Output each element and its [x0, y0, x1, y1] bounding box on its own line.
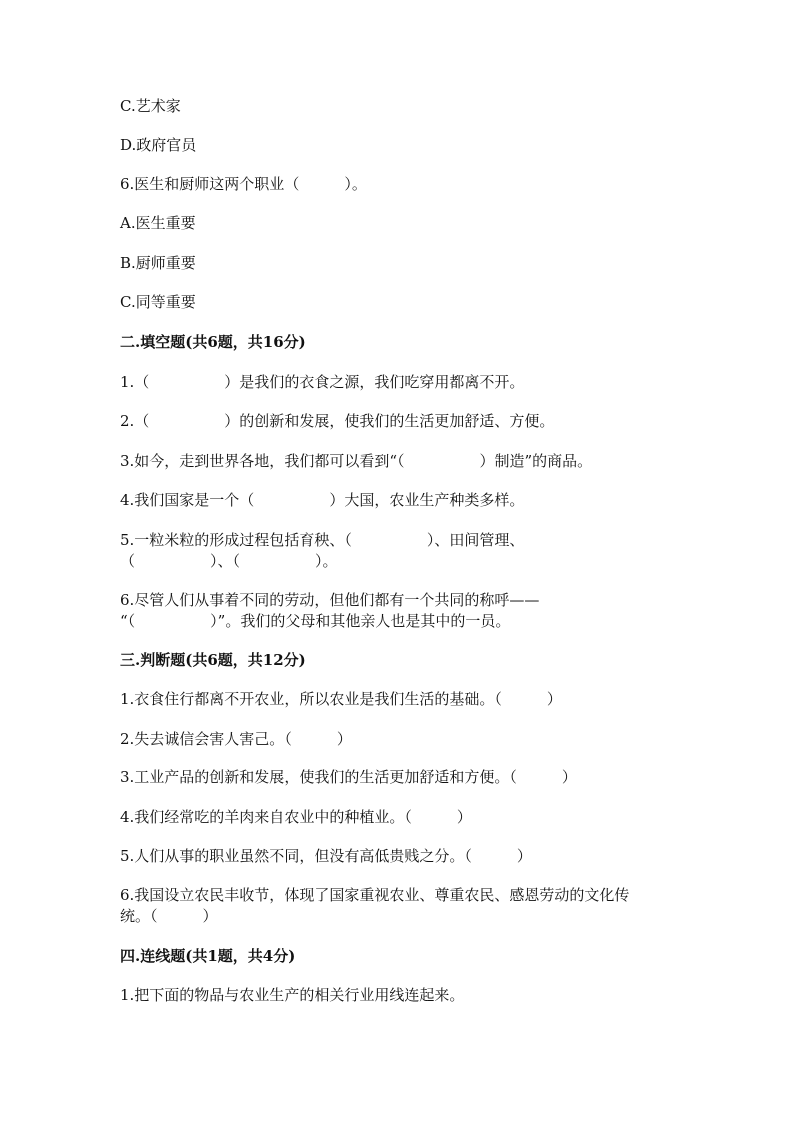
- fill-question-5-line2: （ ）、（ ）。: [120, 552, 338, 570]
- judge-question-6-line1: 6.我国设立农民丰收节，体现了国家重视农业、尊重农民、感恩劳动的文化传: [120, 886, 630, 904]
- option-d-official: D.政府官员: [120, 136, 197, 154]
- judge-question-3: 3.工业产品的创新和发展，使我们的生活更加舒适和方便。（ ）: [120, 768, 577, 786]
- option-c-artist: C.艺术家: [120, 97, 181, 115]
- question-6-doctor-chef: 6.医生和厨师这两个职业（ ）。: [120, 175, 367, 193]
- section-heading-fill: 二.填空题(共6题，共16分): [120, 333, 306, 351]
- fill-question-6-line1: 6.尽管人们从事着不同的劳动，但他们都有一个共同的称呼——: [120, 591, 540, 609]
- option-c-equal: C.同等重要: [120, 293, 196, 311]
- fill-question-5-line1: 5.一粒米粒的形成过程包括育秧、（ ）、田间管理、: [120, 531, 525, 549]
- judge-question-2: 2.失去诚信会害人害己。（ ）: [120, 730, 352, 748]
- option-a-doctor: A.医生重要: [120, 214, 196, 232]
- judge-question-4: 4.我们经常吃的羊肉来自农业中的种植业。（ ）: [120, 808, 472, 826]
- section-heading-judge: 三.判断题(共6题，共12分): [120, 651, 306, 669]
- section-heading-match: 四.连线题(共1题，共4分): [120, 947, 296, 965]
- match-question-1: 1.把下面的物品与农业生产的相关行业用线连起来。: [120, 986, 465, 1004]
- judge-question-1: 1.衣食住行都离不开农业，所以农业是我们生活的基础。（ ）: [120, 690, 562, 708]
- fill-question-6-line2: “（ ）”。我们的父母和其他亲人也是其中的一员。: [120, 612, 511, 630]
- judge-question-5: 5.人们从事的职业虽然不同，但没有高低贵贱之分。（ ）: [120, 847, 532, 865]
- judge-question-6-line2: 统。（ ）: [120, 907, 218, 925]
- fill-question-2: 2.（ ）的创新和发展，使我们的生活更加舒适、方便。: [120, 412, 555, 430]
- fill-question-3: 3.如今，走到世界各地，我们都可以看到“（ ）制造”的商品。: [120, 452, 593, 470]
- fill-question-1: 1.（ ）是我们的衣食之源，我们吃穿用都离不开。: [120, 373, 525, 391]
- option-b-chef: B.厨师重要: [120, 254, 196, 272]
- fill-question-4: 4.我们国家是一个（ ）大国，农业生产种类多样。: [120, 491, 525, 509]
